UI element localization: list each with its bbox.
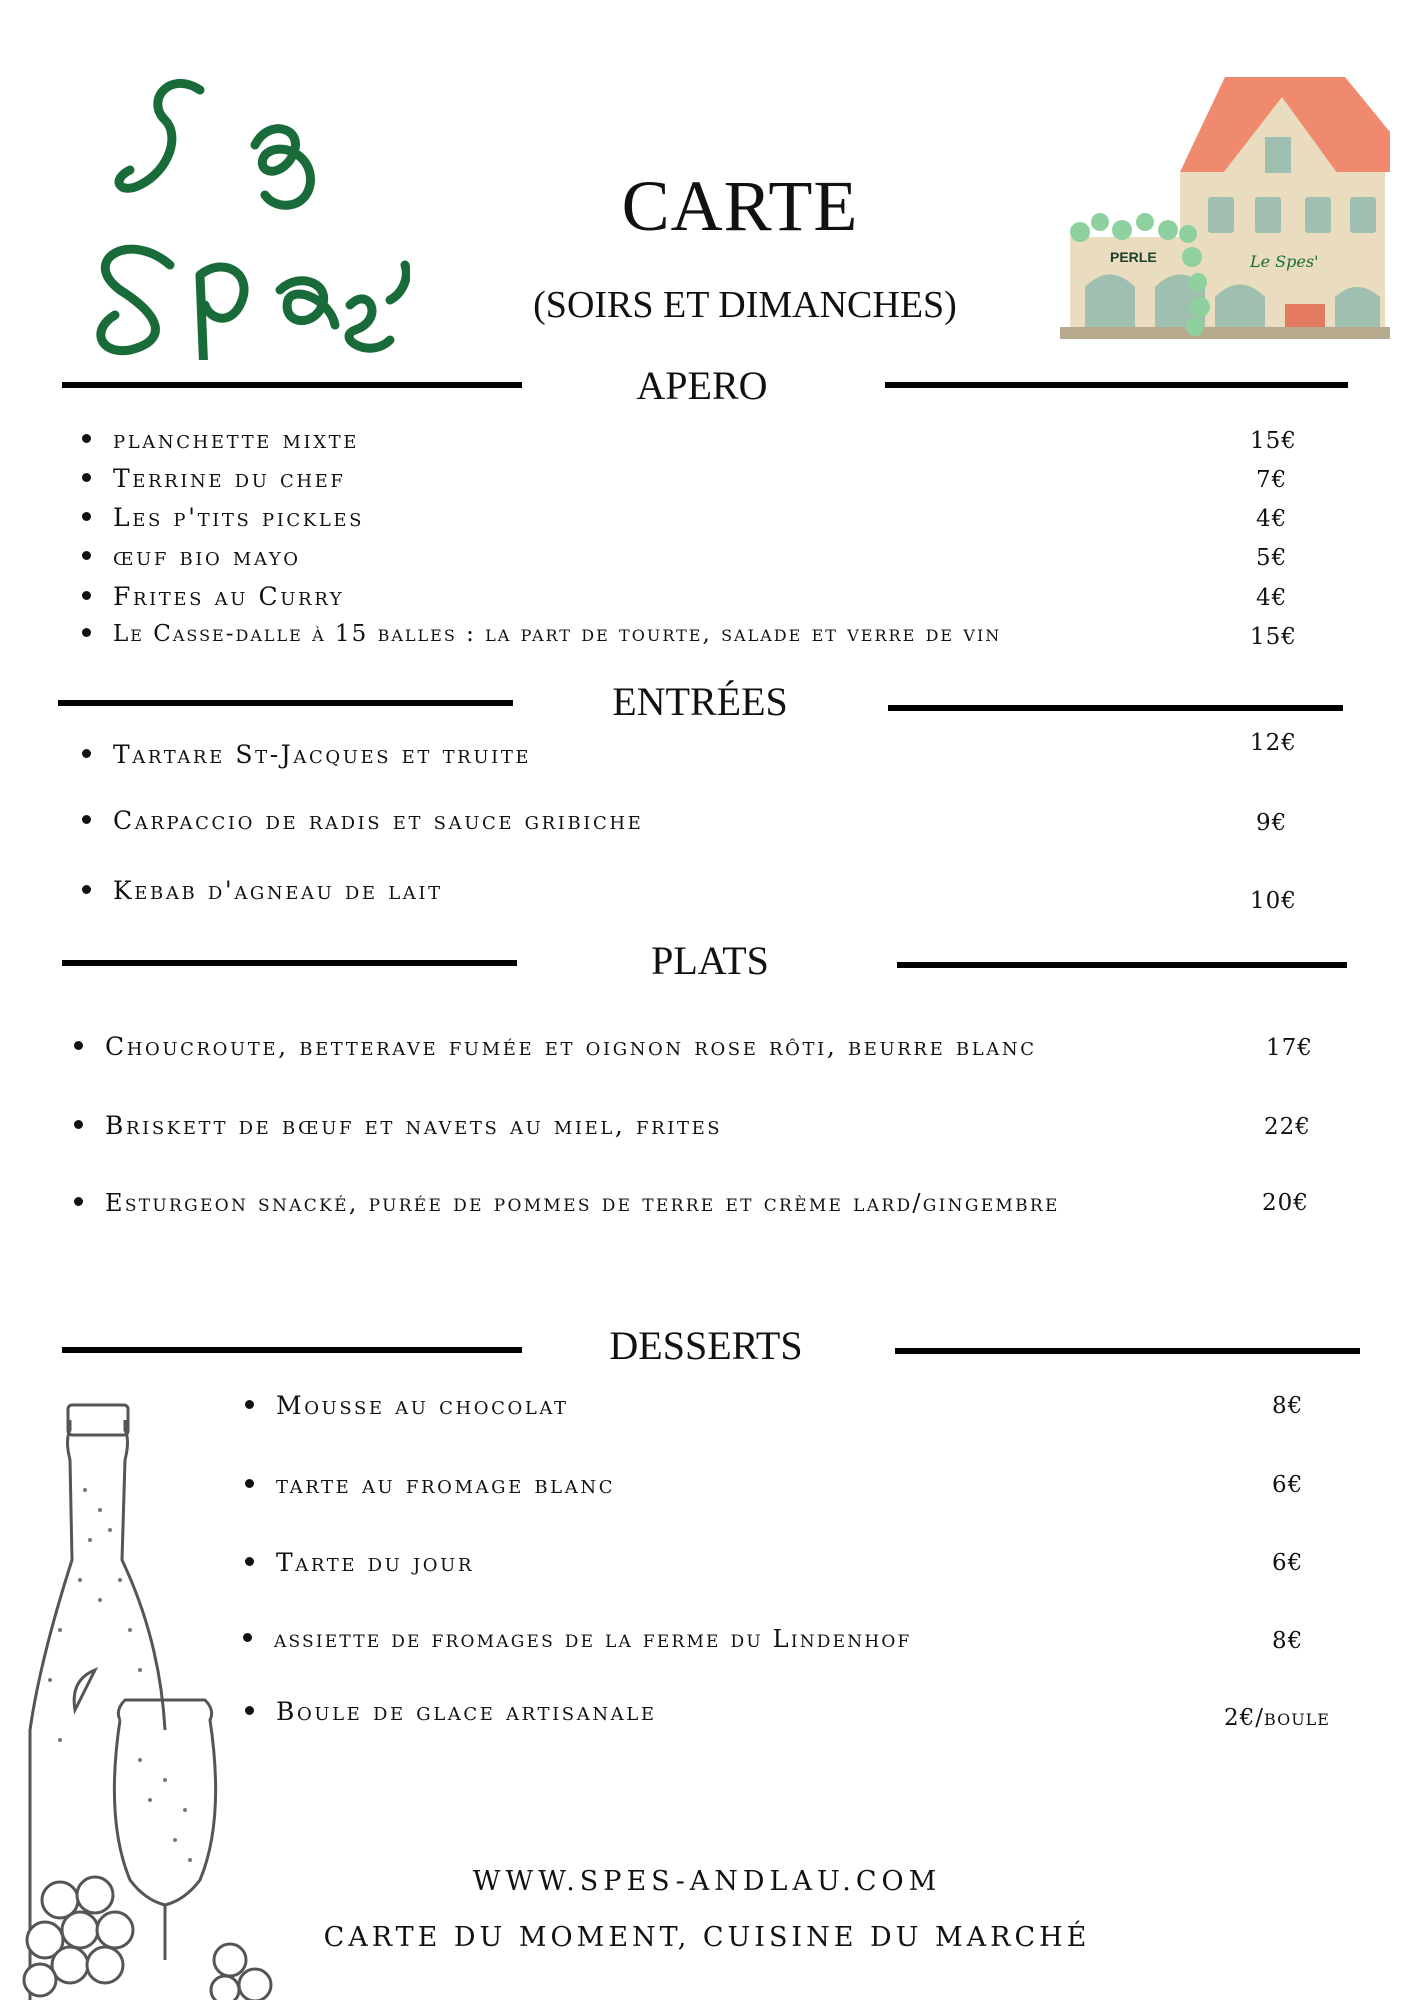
- section-title-plats: PLATS: [651, 938, 769, 983]
- menu-item: Kebab d'agneau de lait: [82, 876, 443, 905]
- section-title-apero: APERO: [636, 363, 768, 408]
- menu-item-price: 10€: [1250, 888, 1297, 914]
- page-subtitle: (SOIRS ET DIMANCHES): [533, 284, 957, 326]
- house-sign-left: PERLE: [1110, 249, 1157, 265]
- menu-item-price: 4€: [1256, 585, 1288, 611]
- menu-item: tarte au fromage blanc: [245, 1470, 615, 1499]
- menu-item-price: 12€: [1250, 730, 1297, 756]
- menu-item: Les p'tits pickles: [82, 503, 364, 532]
- menu-item: Briskett de bœuf et navets au miel, frites: [74, 1111, 722, 1140]
- menu-item-price: 8€: [1272, 1393, 1304, 1419]
- house-sign-right: Le Spes': [1250, 252, 1319, 271]
- footer-website[interactable]: WWW.SPES-ANDLAU.COM: [472, 1866, 942, 1897]
- menu-item: Choucroute, betterave fumée et oignon rose rôti, beurre blanc: [74, 1032, 1037, 1061]
- menu-item: Boule de glace artisanale: [245, 1697, 657, 1726]
- menu-item-price: 7€: [1256, 467, 1288, 493]
- footer-tagline: CARTE DU MOMENT, CUISINE DU MARCHÉ: [323, 1922, 1091, 1953]
- section-rule-left: [62, 960, 517, 966]
- menu-item: Le Casse-dalle à 15 balles : la part de tourte, salade et verre de vin: [82, 621, 1001, 647]
- menu-item: assiette de fromages de la ferme du Lindenhof: [243, 1625, 911, 1653]
- section-rule-right: [885, 382, 1348, 388]
- menu-item-price: 6€: [1272, 1550, 1304, 1576]
- menu-item: Tarte du jour: [245, 1548, 474, 1577]
- page-title: CARTE: [621, 166, 859, 246]
- menu-item-price: 22€: [1264, 1114, 1311, 1140]
- menu-item-price: 8€: [1272, 1628, 1304, 1654]
- menu-item-price: 9€: [1256, 810, 1288, 836]
- menu-item: planchette mixte: [82, 425, 359, 454]
- section-rule-left: [62, 1347, 522, 1353]
- menu-item-price: 15€: [1250, 624, 1297, 650]
- section-rule-left: [58, 700, 513, 706]
- menu-item-price: 4€: [1256, 506, 1288, 532]
- menu-item-price: 20€: [1262, 1190, 1309, 1216]
- menu-item-price: 2€/boule: [1224, 1705, 1330, 1731]
- menu-item: Frites au Curry: [82, 582, 344, 611]
- section-title-entrees: ENTRÉES: [612, 679, 788, 724]
- section-rule-right: [888, 705, 1343, 711]
- menu-item-price: 17€: [1266, 1035, 1313, 1061]
- section-rule-left: [62, 382, 522, 388]
- menu-item: Carpaccio de radis et sauce gribiche: [82, 806, 643, 835]
- menu-item: œuf bio mayo: [82, 542, 301, 571]
- menu-item: Mousse au chocolat: [245, 1391, 569, 1420]
- menu-item: Tartare St-Jacques et truite: [82, 740, 531, 769]
- section-title-desserts: DESSERTS: [609, 1323, 803, 1368]
- menu-item-price: 6€: [1272, 1472, 1304, 1498]
- wine-bottle-illustration: [0, 1400, 290, 2000]
- section-rule-right: [895, 1348, 1360, 1354]
- bistrot-house-illustration: [1060, 72, 1390, 342]
- section-rule-right: [897, 962, 1347, 968]
- menu-item-price: 15€: [1250, 428, 1297, 454]
- menu-item-price: 5€: [1256, 545, 1288, 571]
- menu-item: Terrine du chef: [82, 464, 346, 493]
- menu-item: Esturgeon snacké, purée de pommes de terre et crème lard/gingembre: [74, 1189, 1060, 1217]
